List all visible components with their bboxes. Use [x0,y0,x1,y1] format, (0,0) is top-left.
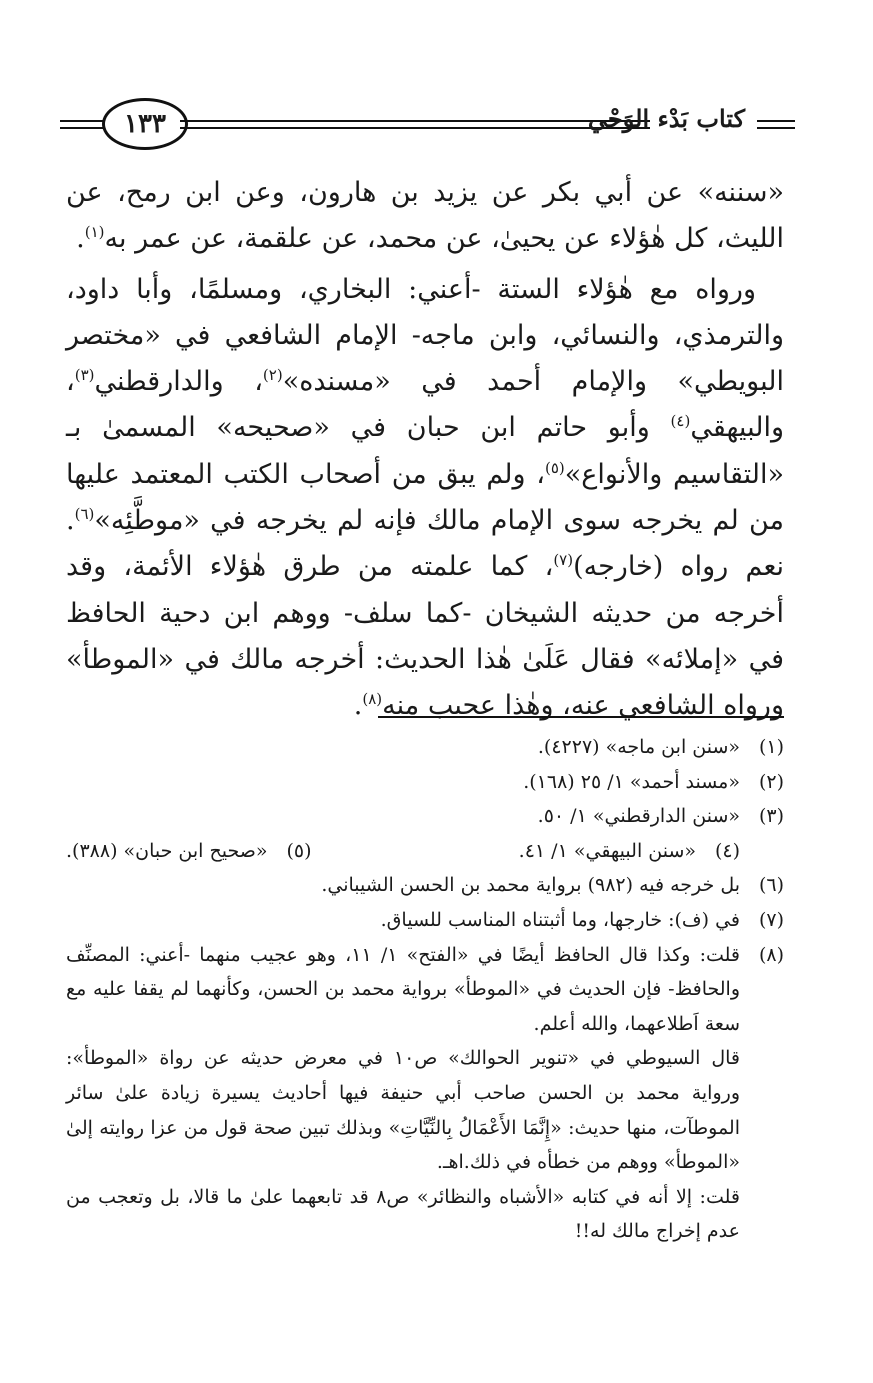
footnote-text: قلت: وكذا قال الحافظ أيضًا في «الفتح» ١/ ١١، وهو عجيب منهما -أعني: المصنِّف والحافظ- فإن الحديث في «الموطأ» برواية محمد بن الحسن، وكأنهما لم يقفا عليه مع سعة اَطلاعهما، والله أعلم. [66,943,740,1035]
footnote-number: (٦) [758,874,784,897]
footnote-8-paragraph-2: قال السيوطي في «تنوير الحوالك» ص١٠ في معرض حديثه عن رواة «الموطأ»: ورواية محمد بن الحسن صاحب أبي حنيفة فيها أحاديث يسيرة زيادة علىٰ سائر الموطآت، منها حديث: «إِنَّمَا الأَعْمَالُ بِالنِّيَّاتِ» وبذلك تبين صحة قول من عزا روايته إلىٰ «الموطأ» ووهم من خطأه في ذلك.اهـ. [66,1047,741,1174]
footnote-number: (٨) [758,943,784,966]
footnotes [66,730,784,1249]
header-rule-middle [180,120,650,129]
footnote-ref-7[interactable]: (٧) [553,551,574,570]
footnote-number: (١) [758,736,784,758]
paragraph-1-text: «سننه» عن أبي بكر عن يزيد بن هارون، وعن ابن رمح، عن الليث، كل هٰؤلاء عن يحيىٰ، عن محمد، عن علقمة، عن عمر به [66,177,784,255]
footnote-number: (٣) [758,805,784,828]
footnote-text: «مسند أحمد» ١/ ٢٥ (١٦٨). [523,770,740,793]
page-number: ١٣٣ [124,109,166,139]
footnote-ref-2[interactable]: (٢) [262,366,283,385]
footnote-8 [66,938,784,1042]
paragraph-2-text-6: . نعم رواه (خارجه) [66,505,784,583]
running-title: كتاب بَدْء الوَحْي [587,104,745,133]
paragraph-2-text-8: . [353,690,363,722]
footnote-6 [66,868,784,903]
footnote-number: (٢) [758,770,784,793]
footnote-number: (٥) [286,839,312,862]
footnote-number: (٧) [758,908,784,931]
footnote-separator [378,716,784,718]
paragraph-2-text-5: ، ولم يبق من أصحاب الكتب المعتمد عليها من لم يخرجه سوى الإمام مالك فإنه لم يخرجه في «موطَّئِه» [66,458,784,537]
paragraph-2 [66,267,784,730]
footnote-ref-3[interactable]: (٣) [74,366,95,385]
paragraph-1-end: . [76,223,85,255]
footnote-4 [519,834,740,869]
header-rule-right [757,120,795,129]
page-header [60,92,795,162]
footnote-ref-8[interactable]: (٨) [362,690,383,709]
footnote-text: «سنن ابن ماجه» (٤٢٢٧). [537,736,740,758]
footnote-text: في (ف): خارجها، وما أثبتناه المناسب للسياق. [380,908,740,931]
footnote-text: «سنن البيهقي» ١/ ٤١. [518,839,696,862]
footnote-3 [66,799,784,834]
footnote-text: بل خرجه فيه (٩٨٢) برواية محمد بن الحسن الشيباني. [321,874,740,897]
paragraph-2-text-7: ، كما علمته من طرق هٰؤلاء الأئمة، وقد أخرجه من حديثه الشيخان -كما سلف- ووهم ابن دحية الحافظ في «إملائه» فقال عَلَىٰ هٰذا الحديث: أخرجه مالك في «الموطأ» ورواه الشافعي عنه، وهٰذا عجيب منه [66,551,784,722]
main-text [66,170,784,730]
footnote-ref-4[interactable]: (٤) [670,412,691,431]
header-rule-left [60,120,106,129]
paragraph-2-text-1: ورواه مع هٰؤلاء الستة -أعني: البخاري، ومسلمًا، وأبا داود، والترمذي، والنسائي، وابن ماجه- الإمام الشافعي في «مختصر البويطي» والإمام أحمد في «مسنده» [66,273,784,398]
footnote-7 [66,903,784,938]
paragraph-1 [66,170,784,263]
page-number-frame [102,98,188,150]
footnote-ref-6[interactable]: (٦) [74,505,95,524]
footnote-1 [66,730,784,765]
footnote-text: «سنن الدارقطني» ١/ ٥٠. [537,805,740,828]
paragraph-2-text-4: وأبو حاتم ابن حبان في «صحيحه» المسمىٰ بـ «التقاسيم والأنواع» [66,412,784,490]
footnote-number: (٤) [714,839,740,862]
footnote-ref-5[interactable]: (٥) [544,458,565,477]
footnote-8-paragraph-3: قلت: إلا أنه في كتابه «الأشباه والنظائر» ص٨ قد تابعهما علىٰ ما قالا، بل وتعجب من عدم إخراج مالك له!! [66,1185,740,1243]
footnote-5 [66,834,312,869]
footnote-2 [66,765,784,800]
paragraph-2-text-2: ، والدارقطني [94,366,263,398]
footnote-text: «صحيح ابن حبان» (٣٨٨). [66,839,268,862]
paragraph-2-text-3: ، والبيهقي [66,366,784,444]
footnote-ref-1[interactable]: (١) [84,223,105,242]
footnote-row-4-5 [66,834,784,869]
